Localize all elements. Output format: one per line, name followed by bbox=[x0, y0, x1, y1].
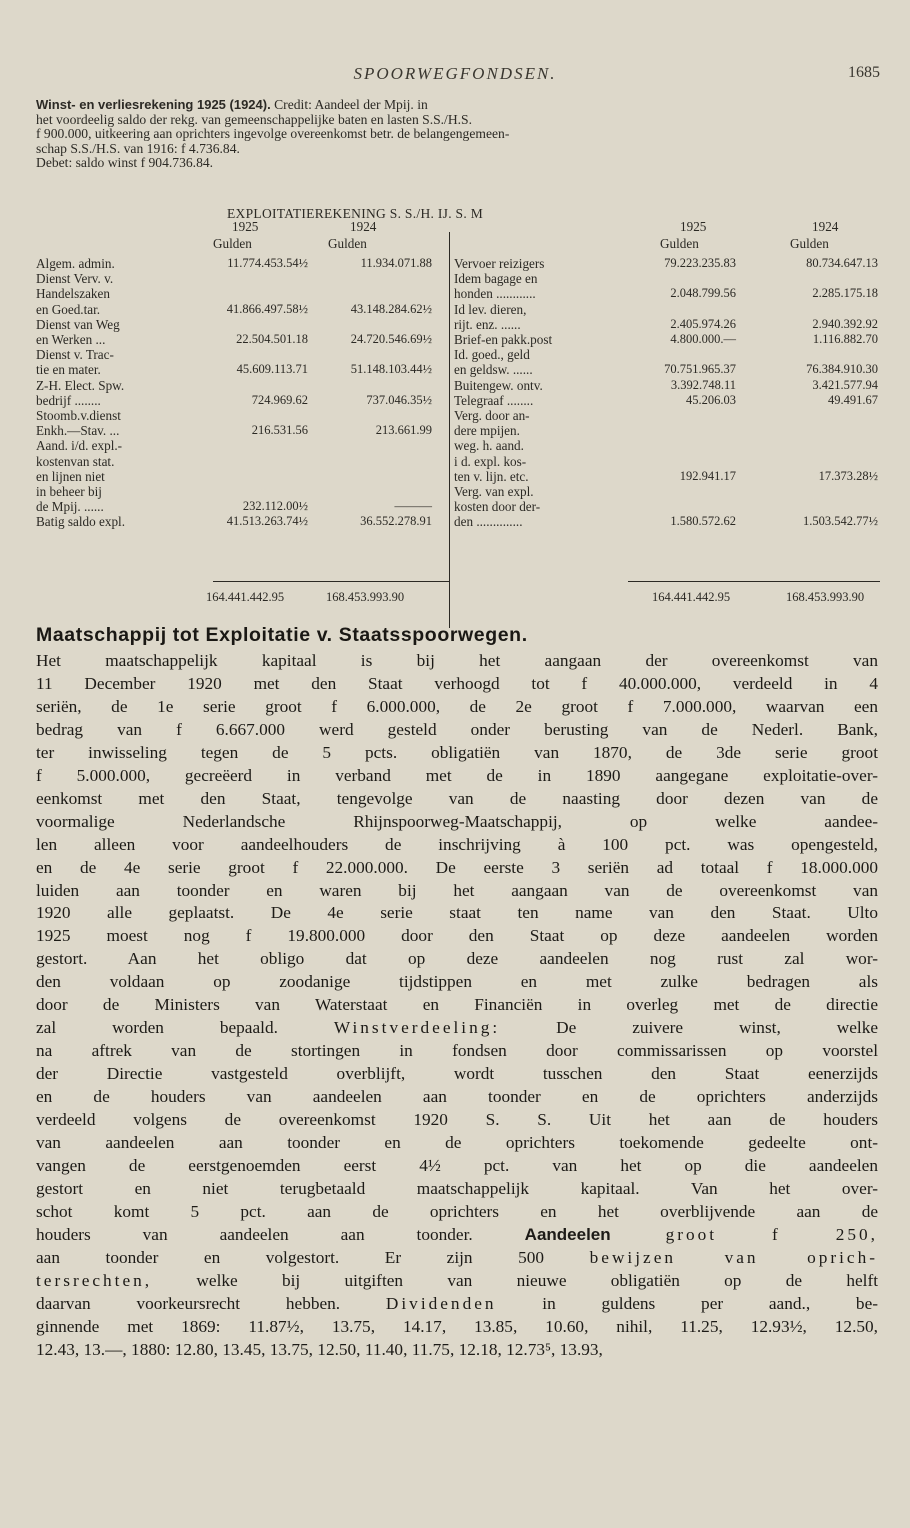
right-row-label: Verg. van expl. bbox=[454, 484, 534, 499]
body-line: 1920 alle geplaatst. De 4e serie staat ten name van den Staat. Ulto bbox=[36, 903, 878, 923]
right-row-label: kosten door der- bbox=[454, 499, 541, 515]
body-line: verdeeld volgens de overeenkomst 1920 S. S. Uit het aan de houders bbox=[36, 1110, 878, 1130]
body-line: en de houders van aandeelen aan toonder en de oprichters anderzijds bbox=[36, 1087, 878, 1107]
left-row-value-1925: 232.112.00½ bbox=[242, 499, 308, 514]
body-line-aandeelen: houders van aandeelen aan toonder. Aandeelen groot f 250, bbox=[36, 1224, 879, 1244]
aandeelen-label: Aandeelen bbox=[524, 1224, 611, 1244]
body-line: len alleen voor aandeelhouders de inschrijving à 100 pct. was opengesteld, bbox=[36, 834, 878, 854]
body-line: seriën, de 1e serie groot f 6.000.000, de 2e groot f 7.000.000, waarvan een bbox=[36, 696, 878, 716]
right-row-label: Verg. door an- bbox=[454, 408, 530, 423]
left-row-label: Aand. i/d. expl.- bbox=[36, 438, 123, 454]
body-line: eenkomst met den Staat, tengevolge van de naasting door dezen van de bbox=[36, 788, 878, 808]
right-row-value-1924: 49.491.67 bbox=[828, 392, 878, 407]
body-line: der Directie vastgesteld overblijft, wordt tusschen den Staat eenerzijds bbox=[36, 1064, 878, 1084]
body-line: na aftrek van de stortingen in fondsen door commissarissen op voorstel bbox=[36, 1041, 878, 1061]
left-row-value-1925: 216.531.56 bbox=[251, 423, 308, 438]
right-total-1924: 168.453.993.90 bbox=[786, 590, 865, 604]
running-header-title: SPOORWEGFONDSEN. bbox=[353, 64, 557, 83]
left-unit-1925: Gulden bbox=[213, 236, 252, 251]
left-row-value-1924: 24.720.546.69½ bbox=[350, 332, 432, 346]
right-row-value-1924: 80.734.647.13 bbox=[806, 256, 878, 270]
right-row-label: Id lev. dieren, bbox=[454, 301, 527, 317]
right-row-value-1924: 76.384.910.30 bbox=[806, 362, 878, 377]
intro-line: schap S.S./H.S. van 1916: f 4.736.84. bbox=[36, 140, 240, 156]
body-line: 1925 moest nog f 19.800.000 door den Staat op deze aandeelen worden bbox=[36, 926, 878, 946]
left-row-value-1924: 51.148.103.44½ bbox=[350, 362, 432, 377]
right-row-value-1924: 1.503.542.77½ bbox=[803, 514, 878, 529]
left-row-value-1924: 737.046.35½ bbox=[366, 392, 432, 407]
right-row-label: i d. expl. kos- bbox=[454, 453, 527, 469]
right-row-value-1924: 3.421.577.94 bbox=[812, 377, 878, 392]
left-row-label: in beheer bij bbox=[36, 484, 102, 499]
body-line-dividenden: daarvan voorkeursrecht hebben. Dividenden in guldens per aand., be- bbox=[36, 1293, 878, 1313]
right-row-value-1924: 2.285.175.18 bbox=[812, 286, 878, 301]
right-row-label: weg. h. aand. bbox=[454, 438, 524, 454]
right-row-value-1925: 1.580.572.62 bbox=[670, 514, 736, 529]
left-row-value-1924: ——— bbox=[394, 499, 432, 514]
right-row-value-1925: 79.223.235.83 bbox=[664, 256, 736, 270]
left-row-value-1924: 11.934.071.88 bbox=[360, 256, 432, 270]
right-row-value-1925: 4.800.000.— bbox=[670, 332, 736, 346]
right-row-label: Telegraaf ........ bbox=[454, 392, 534, 408]
body-line: den voldaan op zoodanige tijdstippen en met zulke bedragen als bbox=[36, 972, 878, 992]
body-line: ter inwisseling tegen de 5 pcts. obligatiën van 1870, de 3de serie groot bbox=[36, 742, 878, 762]
right-row-label: Buitengew. ontv. bbox=[454, 377, 543, 393]
right-row-value-1924: 2.940.392.92 bbox=[812, 316, 878, 331]
left-row-value-1925: 41.513.263.74½ bbox=[226, 514, 308, 529]
right-total-1925: 164.441.442.95 bbox=[652, 590, 731, 604]
profit-loss-heading: Winst- en verliesrekening 1925 (1924). bbox=[36, 97, 271, 112]
left-row-label: kostenvan stat. bbox=[36, 453, 115, 469]
table-title: EXPLOITATIEREKENING S. S./H. IJ. S. M bbox=[227, 206, 484, 221]
left-row-value-1925: 724.969.62 bbox=[251, 392, 308, 407]
right-unit-1925: Gulden bbox=[660, 236, 699, 251]
left-row-label: tie en mater. bbox=[36, 362, 101, 378]
right-row-label: dere mpijen. bbox=[454, 423, 520, 439]
right-row-value-1925: 2.405.974.26 bbox=[670, 316, 736, 331]
right-row-label: en geldsw. ...... bbox=[454, 362, 533, 378]
winstverdeeling-label: Winstverdeeling: bbox=[333, 1018, 501, 1038]
right-row-value-1925: 192.941.17 bbox=[679, 468, 736, 483]
right-row-label: Idem bagage en bbox=[454, 271, 538, 287]
body-line: voormalige Nederlandsche Rhijnspoorweg-Maatschappij, op welke aandee- bbox=[36, 811, 878, 831]
dividenden-label: Dividenden bbox=[385, 1293, 497, 1313]
table-center-divider bbox=[449, 232, 450, 628]
right-year-1925: 1925 bbox=[680, 219, 707, 234]
body-line: en de 4e serie groot f 22.000.000. De eerste 3 seriën ad totaal f 18.000.000 bbox=[36, 857, 878, 877]
left-row-label: Stoomb.v.dienst bbox=[36, 408, 121, 423]
left-row-label: Algem. admin. bbox=[36, 256, 115, 271]
intro-line: Debet: saldo winst f 904.736.84. bbox=[36, 155, 214, 170]
left-row-label: en Goed.tar. bbox=[36, 301, 101, 317]
right-row-label: ten v. lijn. etc. bbox=[454, 468, 529, 484]
right-row-value-1924: 1.116.882.70 bbox=[812, 332, 878, 346]
left-row-label: Dienst van Weg bbox=[36, 316, 120, 332]
right-row-label: Vervoer reizigers bbox=[454, 256, 545, 271]
right-row-value-1925: 45.206.03 bbox=[686, 392, 736, 407]
right-row-label: rijt. enz. ...... bbox=[454, 316, 521, 332]
right-row-value-1925: 70.751.965.37 bbox=[664, 362, 736, 377]
left-row-label: en lijnen niet bbox=[36, 468, 105, 484]
body-line: luiden aan toonder en waren bij het aangaan van de overeenkomst van bbox=[36, 880, 878, 900]
body-line: bedrag van f 6.667.000 werd gesteld onder berusting van de Nederl. Bank, bbox=[36, 719, 878, 739]
left-total-1924: 168.453.993.90 bbox=[326, 590, 405, 604]
body-line: gestort. Aan het obligo dat op deze aandeelen nog rust zal wor- bbox=[36, 949, 878, 969]
section-body bbox=[36, 650, 878, 1362]
right-row-label: honden ............ bbox=[454, 286, 536, 302]
left-row-value-1924: 43.148.284.62½ bbox=[350, 301, 432, 316]
right-row-value-1925: 2.048.799.56 bbox=[670, 286, 736, 301]
body-line-winst: zal worden bepaald. Winstverdeeling: De zuivere winst, welke bbox=[36, 1018, 879, 1038]
body-line: 12.43, 13.—, 1880: 12.80, 13.45, 13.75, 12.50, 11.40, 11.75, 12.18, 12.73⁵, 13.93, bbox=[36, 1339, 603, 1359]
left-row-value-1925: 22.504.501.18 bbox=[236, 332, 308, 346]
left-total-1925: 164.441.442.95 bbox=[206, 590, 285, 604]
right-total-rule bbox=[628, 581, 880, 582]
body-line: van aandeelen aan toonder en de oprichters toekomende gedeelte ont- bbox=[36, 1133, 878, 1153]
intro-line: het voordeelig saldo der rekg. van gemeenschappelijke baten en lasten S.S./H.S. bbox=[36, 111, 473, 127]
body-line: schot komt 5 pct. aan de oprichters en het overblijvende aan de bbox=[36, 1201, 878, 1221]
left-row-value-1925: 41.866.497.58½ bbox=[226, 301, 308, 316]
body-line-bewijzen: aan toonder en volgestort. Er zijn 500 bewijzen van oprich- bbox=[36, 1247, 878, 1267]
left-row-label: de Mpij. ...... bbox=[36, 499, 104, 515]
left-row-label: Batig saldo expl. bbox=[36, 514, 126, 530]
body-line: door de Ministers van Waterstaat en Financiën in overleg met de directie bbox=[36, 995, 878, 1015]
left-row-label: Dienst v. Trac- bbox=[36, 347, 114, 363]
bewijzen-label: bewijzen van oprich- bbox=[589, 1247, 878, 1267]
right-year-1924: 1924 bbox=[812, 219, 839, 234]
left-unit-1924: Gulden bbox=[328, 236, 367, 251]
right-unit-1924: Gulden bbox=[790, 236, 829, 251]
body-line: ginnende met 1869: 11.87½, 13.75, 14.17, 13.85, 10.60, nihil, 11.25, 12.93½, 12.50, bbox=[36, 1316, 878, 1336]
left-row-value-1924: 213.661.99 bbox=[375, 423, 432, 438]
tersrechten-label: tersrechten, bbox=[36, 1270, 153, 1290]
body-line: f 5.000.000, gecreëerd in verband met de in 1890 aangegane exploitatie-over- bbox=[36, 765, 878, 785]
profit-loss-intro: Winst- en verliesrekening 1925 (1924). Credit: Aandeel der Mpij. in het voordeelig saldo der rekg. van gemeenschappelijke baten en lasten S.S./H.S. f 900.000, uitkeering aan oprichters ingevolge overeenkomst betr. de belangengemeen- schap S.S./H.S. van 1916: f 4.736.84. Debet: saldo winst f 904.736.84. bbox=[36, 98, 878, 171]
right-row-label: Id. goed., geld bbox=[454, 347, 530, 363]
section-heading: Maatschappij tot Exploitatie v. Staatsspoorwegen. bbox=[36, 624, 528, 646]
right-row-label: den .............. bbox=[454, 514, 523, 530]
left-year-1924: 1924 bbox=[350, 219, 377, 234]
body-line: 11 December 1920 met den Staat verhoogd tot f 40.000.000, verdeeld in 4 bbox=[36, 673, 878, 693]
left-row-value-1925: 11.774.453.54½ bbox=[227, 256, 308, 270]
right-row-label: Brief-en pakk.post bbox=[454, 332, 553, 347]
left-row-label: Handelszaken bbox=[36, 286, 110, 302]
page-number: 1685 bbox=[848, 64, 880, 81]
right-row-value-1925: 3.392.748.11 bbox=[670, 377, 736, 392]
right-row-value-1924: 17.373.28½ bbox=[818, 468, 878, 483]
intro-line: f 900.000, uitkeering aan oprichters ingevolge overeenkomst betr. de belangengemeen- bbox=[36, 126, 510, 141]
left-row-label: en Werken ... bbox=[36, 332, 106, 347]
left-row-value-1925: 45.609.113.71 bbox=[236, 362, 308, 377]
body-line: Het maatschappelijk kapitaal is bij het aangaan der overeenkomst van bbox=[36, 651, 878, 670]
body-line: vangen de eerstgenoemden eerst 4½ pct. van het op die aandeelen bbox=[36, 1155, 878, 1175]
body-line: gestort en niet terugbetaald maatschappelijk kapitaal. Van het over- bbox=[36, 1178, 878, 1198]
left-row-value-1924: 36.552.278.91 bbox=[360, 514, 432, 529]
left-row-label: Dienst Verv. v. bbox=[36, 271, 114, 287]
body-line-tersrechten: tersrechten, welke bij uitgiften van nieuwe obligatiën op de helft bbox=[36, 1270, 879, 1290]
left-row-label: Enkh.—Stav. ... bbox=[36, 423, 120, 439]
left-row-label: Z-H. Elect. Spw. bbox=[36, 377, 125, 393]
left-row-label: bedrijf ........ bbox=[36, 392, 101, 408]
left-year-1925: 1925 bbox=[232, 219, 259, 234]
left-total-rule bbox=[213, 581, 449, 582]
